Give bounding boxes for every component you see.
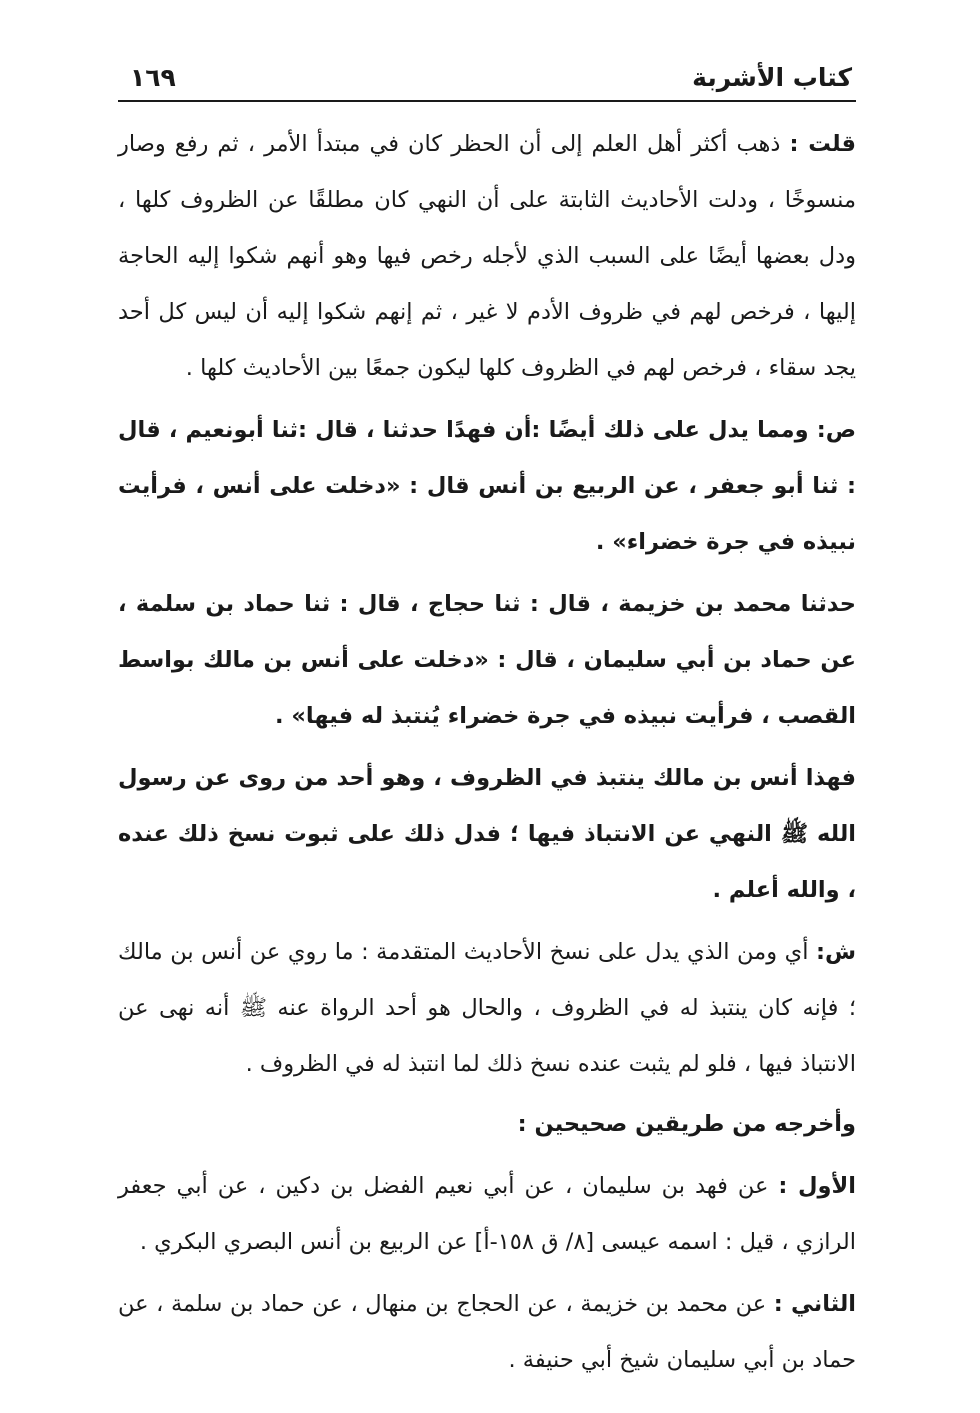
book-title: كتاب الأشربة: [692, 63, 852, 92]
paragraph-text: عن فهد بن سليمان ، عن أبي نعيم الفضل بن دكين ، عن أبي جعفر الرازي ، قيل : اسمه عيسى [٨/ ق ١٥٨-أ] عن الربيع بن أنس البصري البكري .: [118, 1173, 856, 1255]
paragraph-main-text-sad: [118, 402, 856, 570]
paragraph-first-chain: [118, 1158, 856, 1270]
page-body: [118, 116, 856, 1388]
paragraph-main-text-conclusion: [118, 750, 856, 918]
paragraph-text: ذهب أكثر أهل العلم إلى أن الحظر كان في مبتدأ الأمر ، ثم رفع وصار منسوخًا ، ودلت الأحاديث الثابتة على أن النهي كان مطلقًا عن الظروف كلها ، ودل بعضها أيضًا على السبب الذي لأجله رخص فيها وهو أنهم شكوا إليه الحاجة إليها ، فرخص لهم في ظروف الأدم لا غير ، ثم إنهم شكوا إليه أن ليس كل أحد يجد سقاء ، فرخص لهم في الظروف كلها ليكون جمعًا بين الأحاديث كلها .: [118, 131, 856, 381]
running-header: [118, 52, 856, 102]
paragraph-main-text-hadith: [118, 576, 856, 744]
paragraph-text: فهذا أنس بن مالك ينتبذ في الظروف ، وهو أحد من روى عن رسول الله ﷺ النهي عن الانتباذ فيها ؛ فدل ذلك على ثبوت نسخ ذلك عنده ، والله أعلم .: [118, 765, 856, 903]
paragraph-lead: قلت :: [789, 131, 857, 157]
page-number: ١٦٩: [130, 63, 176, 92]
book-page: [118, 52, 856, 1394]
paragraph-text: عن محمد بن خزيمة ، عن الحجاج بن منهال ، عن حماد بن سلمة ، عن حماد بن أبي سليمان شيخ أبي حنيفة .: [118, 1291, 856, 1373]
paragraph-second-chain: [118, 1276, 856, 1388]
paragraph-lead: الثاني :: [773, 1291, 857, 1317]
paragraph-commentary-qultu: [118, 116, 856, 396]
paragraph-lead: الأول :: [778, 1173, 857, 1199]
paragraph-text: ومما يدل على ذلك أيضًا :أن فهدًا حدثنا ، قال :ثنا أبونعيم ، قال : ثنا أبو جعفر ، عن الربيع بن أنس قال : «دخلت على أنس ، فرأيت نبيذه في جرة خضراء» .: [118, 417, 856, 555]
section-heading: وأخرجه من طريقين صحيحين :: [517, 1111, 856, 1137]
paragraph-lead: ش:: [815, 939, 856, 965]
paragraph-lead: ص:: [816, 417, 856, 443]
paragraph-text: أي ومن الذي يدل على نسخ الأحاديث المتقدمة : ما روي عن أنس بن مالك ؛ فإنه كان ينتبذ له في الظروف ، والحال هو أحد الرواة عنه ﷺ أنه نهى عن الانتباذ فيها ، فلو لم يثبت عنده نسخ ذلك لما انتبذ له في الظروف .: [118, 939, 856, 1077]
paragraph-text: حدثنا محمد بن خزيمة ، قال : ثنا حجاج ، قال : ثنا حماد بن سلمة ، عن حماد بن أبي سليمان ، قال : «دخلت على أنس بن مالك بواسط القصب ، فرأيت نبيذه في جرة خضراء يُنتبذ له فيها» .: [118, 591, 856, 729]
paragraph-commentary-shin: [118, 924, 856, 1092]
